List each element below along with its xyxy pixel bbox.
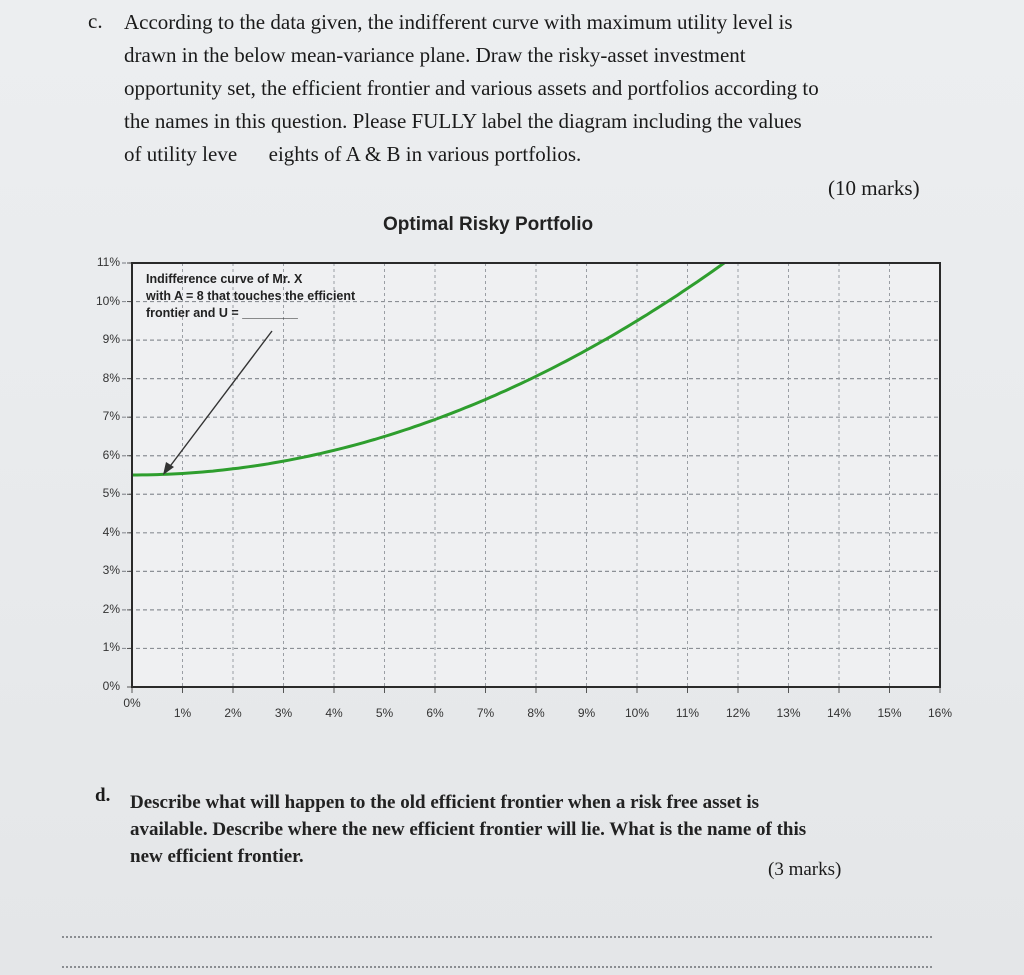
question-d-label: d. [95, 785, 111, 806]
y-tick-label: 5% [102, 486, 120, 501]
question-d-line: new efficient frontier. [130, 846, 304, 867]
annotation-line: with A = 8 that touches the efficient [146, 289, 356, 303]
question-d-line: available. Describe where the new efficient frontier will lie. What is the name of this [130, 819, 807, 840]
x-tick-label: 13% [776, 706, 801, 720]
answer-line-2 [62, 966, 932, 968]
x-tick-label: 15% [877, 706, 902, 720]
x-tick-label: 1% [173, 706, 192, 720]
question-c-line: According to the data given, the indifferent curve with maximum utility level is [124, 10, 793, 34]
x-tick-label: 4% [325, 706, 343, 720]
question-c-marks: (10 marks) [828, 176, 920, 200]
y-tick-label: 7% [102, 409, 120, 424]
y-tick-label: 11% [96, 255, 120, 269]
y-tick-label: 1% [102, 640, 120, 655]
x-tick-label: 10% [624, 706, 650, 720]
question-c-line: opportunity set, the efficient frontier and various assets and portfolios according to [124, 76, 819, 100]
y-tick-label: 4% [102, 524, 120, 539]
question-c-label: c. [88, 9, 103, 33]
question-d-line: Describe what will happen to the old efficient frontier when a risk free asset is [130, 792, 760, 813]
indifference-curve-annotation [146, 271, 355, 322]
annotation-line-text: frontier and U = [146, 306, 239, 320]
annotation-line [146, 305, 355, 322]
question-c-line: drawn in the below mean-variance plane. Draw the risky-asset investment [124, 43, 746, 67]
question-d-text [130, 789, 940, 870]
x-tick-label: 6% [426, 706, 444, 720]
y-tick-label: 6% [102, 447, 120, 462]
x-tick-label: 16% [927, 706, 953, 720]
y-tick-label: 3% [102, 563, 120, 578]
chart-title: Optimal Risky Portfolio [383, 214, 594, 235]
x-tick-label: 12% [725, 706, 751, 720]
y-tick-label: 8% [102, 370, 120, 385]
utility-blank: ________ [242, 306, 298, 320]
x-tick-label: 9% [577, 706, 596, 720]
y-tick-label: 9% [102, 332, 120, 347]
question-c-line: the names in this question. Please FULLY label the diagram including the values [124, 109, 802, 133]
annotation-line: Indifference curve of Mr. X [146, 272, 303, 286]
x-tick-label: 8% [527, 706, 545, 720]
x-tick-label: 2% [224, 706, 242, 720]
x-tick-label: 7% [476, 706, 495, 720]
y-tick-label: 0% [102, 679, 120, 693]
x-tick-label: 14% [826, 706, 852, 720]
answer-line-1 [62, 936, 932, 938]
y-tick-label: 10% [95, 293, 120, 308]
x-tick-label: 0% [123, 696, 141, 710]
x-tick-label: 5% [375, 706, 394, 720]
x-tick-label: 3% [274, 706, 293, 720]
question-c-line: of utility leve eights of A & B in various portfolios. [124, 142, 582, 166]
y-tick-label: 2% [102, 601, 120, 616]
x-tick-label: 11% [675, 706, 700, 720]
question-d-marks: (3 marks) [768, 859, 842, 880]
